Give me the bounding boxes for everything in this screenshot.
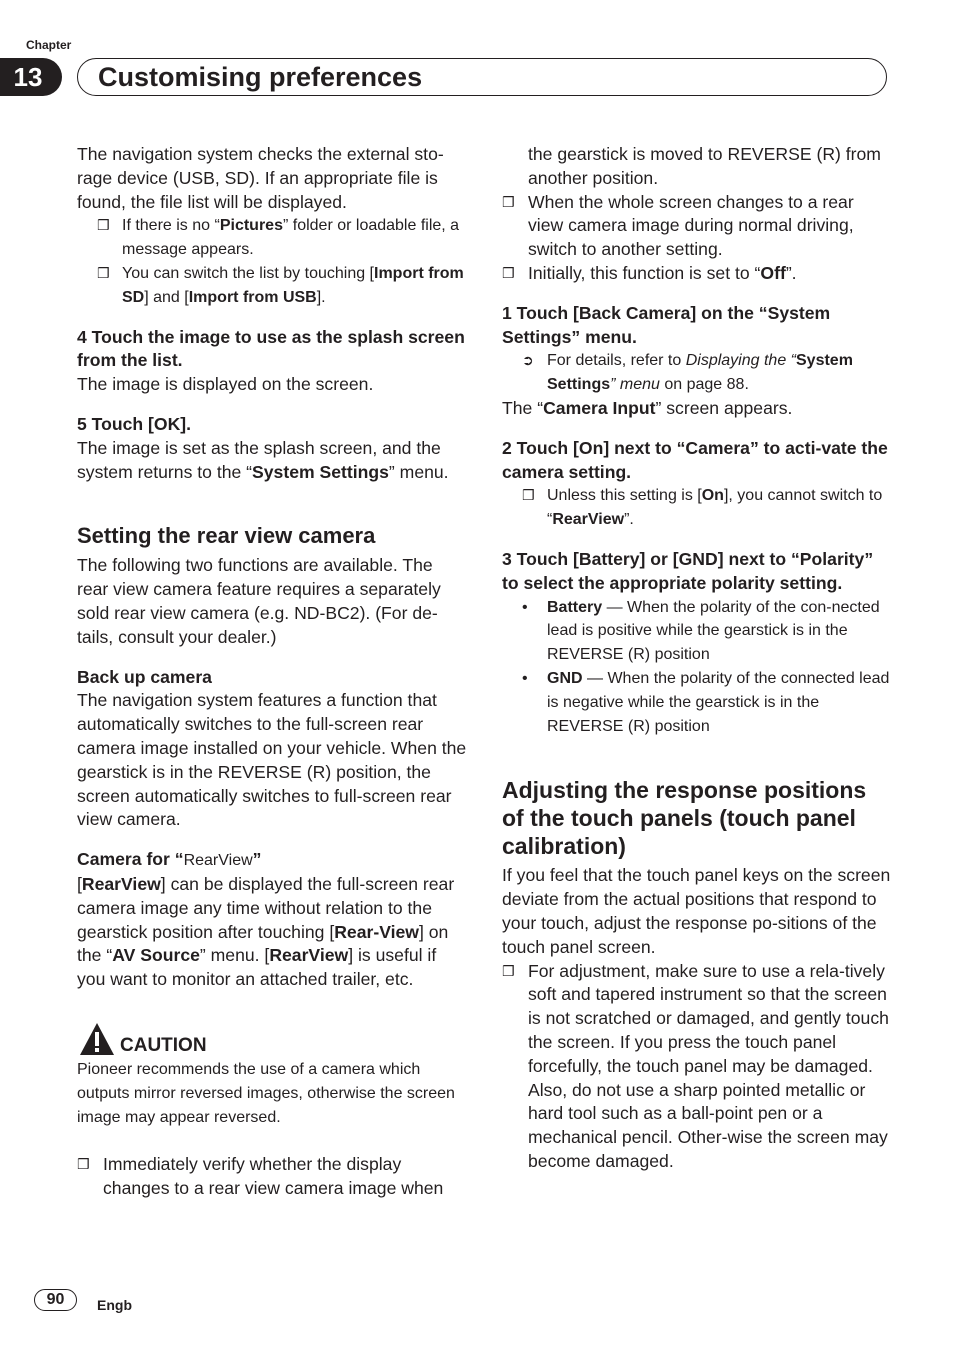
right-column: [502, 143, 892, 1174]
list-item: ❒ Unless this setting is [On], you cannot switch to “RearView”.: [502, 484, 892, 532]
list-item: • GND — When the polarity of the connected lead is negative while the gearstick is in the REVERSE (R) position: [502, 667, 892, 738]
chapter-number: 13: [0, 58, 62, 96]
arrow-right-icon: ➲: [522, 352, 534, 369]
checkbox-bullet-icon: ❒: [77, 1156, 90, 1173]
step-5-heading: 5 Touch [OK].: [77, 413, 192, 434]
checkbox-bullet-icon: ❒: [97, 264, 110, 281]
step-1-heading: 1 Touch [Back Camera] on the “System Settings” menu.: [502, 302, 831, 347]
list-item: ❒ If there is no “Pictures” folder or loadable file, a message appears.: [77, 214, 467, 262]
step-4-heading: 4 Touch the image to use as the splash screen from the list.: [77, 326, 465, 371]
list-item: ❒ Initially, this function is set to “Off”.: [502, 262, 892, 286]
caution-label: CAUTION: [120, 1034, 207, 1056]
checkbox-bullet-icon: ❒: [502, 264, 515, 281]
step-3-heading: 3 Touch [Battery] or [GND] next to “Polarity” to select the appropriate polarity setting.: [502, 548, 874, 593]
checkbox-bullet-icon: ❒: [502, 193, 515, 210]
bullet-dot-icon: •: [522, 669, 528, 687]
page-title: Customising preferences: [98, 62, 423, 92]
section-heading-calibration: Adjusting the response positions of the touch panels (touch panel calibration): [502, 777, 867, 860]
camera-for-rearview-heading: Camera for “RearView”: [77, 849, 262, 870]
camera-for-rearview-text: [RearView] can be displayed the full-screen rear camera image any time without relation to the gearstick position after touching [Rear-View] on the “AV Source” menu. [RearView] is useful if you want to monitor an attached trailer, etc.: [77, 873, 455, 990]
left-column: [77, 143, 467, 1201]
step-4-result: The image is displayed on the screen.: [77, 374, 374, 395]
caution-text: Pioneer recommends the use of a camera which outputs mirror reversed images, otherwise the screen image may appear reversed.: [77, 1060, 455, 1126]
backup-camera-text: The navigation system features a function that automatically switches to the full-screen rear camera image installed on your vehicle. When the gearstick is in the REVERSE (R) position, the screen automatically switches to full-screen rear view camera.: [77, 690, 467, 830]
list-item: • Battery — When the polarity of the con-nected lead is positive while the gearstick is in the REVERSE (R) position: [502, 596, 892, 667]
page-number: 90: [34, 1289, 77, 1311]
continued-text: the gearstick is moved to REVERSE (R) from another position.: [528, 144, 881, 188]
section-heading-rear-camera: Setting the rear view camera: [77, 523, 376, 549]
bullet-dot-icon: •: [522, 598, 528, 616]
list-item: ❒ When the whole screen changes to a rear view camera image during normal driving, switch to another setting.: [502, 191, 854, 260]
intro-paragraph: The navigation system checks the external sto-rage device (USB, SD). If an appropriate file is found, the file list will be displayed.: [77, 144, 444, 212]
step-1-result: The “Camera Input” screen appears.: [502, 397, 793, 418]
list-item: ❒ You can switch the list by touching [Import from SD] and [Import from USB].: [77, 262, 467, 310]
calibration-intro: If you feel that the touch panel keys on the screen deviate from the actual positions that respond to your touch, adjust the response po-sitions of the touch panel screen.: [502, 865, 891, 957]
list-item: ❒ For adjustment, make sure to use a rela-tively soft and tapered instrument so that the screen is not scratched or damaged, and gently touch the screen. If you press the touch panel forcefully, the touch panel may be damaged. Also, do not use a sharp pointed metallic or hard tool such as a ball-point pen or a mechanical pencil. Other-wise the screen may become damaged.: [502, 960, 889, 1171]
warning-icon: [79, 1022, 115, 1056]
checkbox-bullet-icon: ❒: [97, 217, 110, 234]
step-5-result: The image is set as the splash screen, and the system returns to the “System Settings” menu.: [77, 437, 449, 482]
checkbox-bullet-icon: ❒: [502, 962, 515, 979]
list-item: ❒ Immediately verify whether the display changes to a rear view camera image when: [77, 1154, 444, 1199]
checkbox-bullet-icon: ❒: [522, 487, 535, 504]
step-2-heading: 2 Touch [On] next to “Camera” to acti-vate the camera setting.: [502, 437, 888, 482]
chapter-label: Chapter: [26, 38, 72, 52]
backup-camera-heading: Back up camera: [77, 666, 212, 687]
language-code: Engb: [97, 1297, 132, 1313]
caution-header: [77, 1022, 467, 1058]
section-intro: The following two functions are available. The rear view camera feature requires a separately sold rear view camera (e.g. ND-BC2). (For de-tails, consult your dealer.): [77, 555, 441, 647]
reference-note: ➲ For details, refer to Displaying the “System Settings” menu on page 88.: [502, 349, 892, 397]
